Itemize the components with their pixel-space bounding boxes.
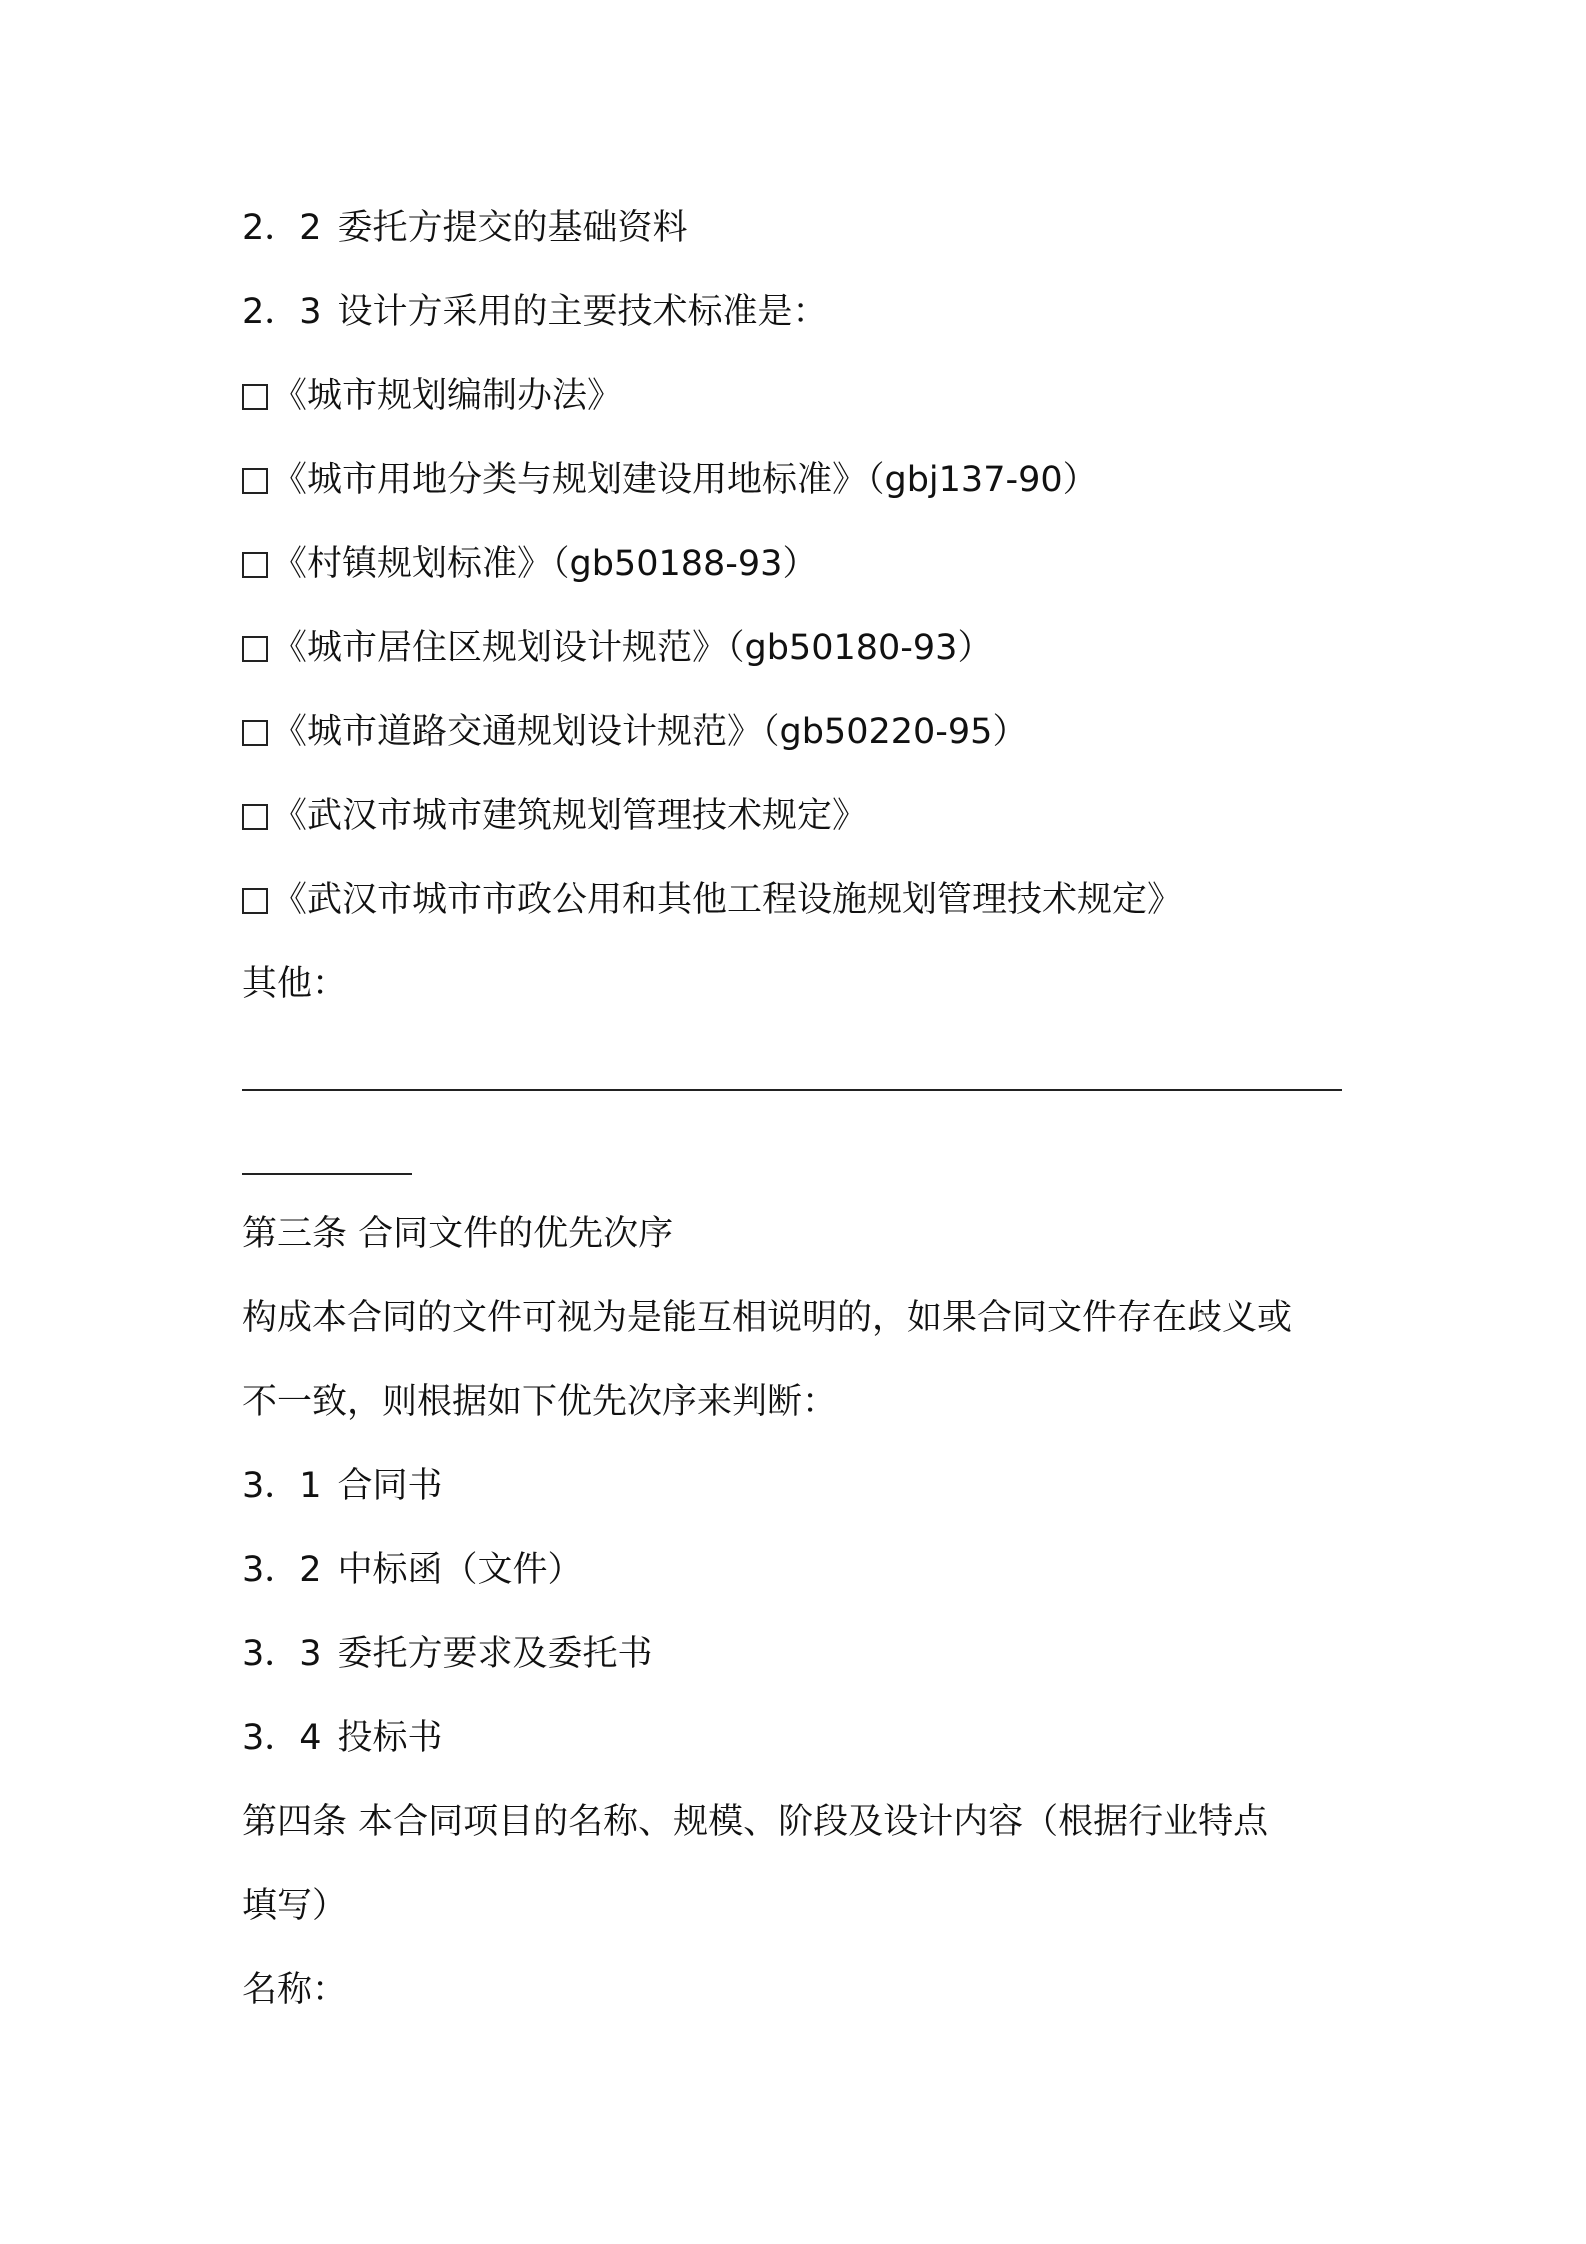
- standard-item-1: [242, 374, 622, 418]
- clause-number: 3．4: [242, 1718, 322, 1758]
- checkbox[interactable]: [242, 804, 268, 830]
- clause-3-3: [242, 1632, 653, 1676]
- clause-3-2: [242, 1548, 583, 1592]
- other-label: 其他：: [242, 964, 348, 1004]
- article-4-heading-line-1: 第四条 本合同项目的名称、规模、阶段及设计内容（根据行业特点: [242, 1802, 1269, 1842]
- article-3-heading: 第三条 合同文件的优先次序: [242, 1214, 674, 1254]
- article-3-paragraph-line-1: 构成本合同的文件可视为是能互相说明的，如果合同文件存在歧义或: [242, 1298, 1293, 1338]
- standard-item-7: [242, 878, 1182, 922]
- standard-item-4: [242, 626, 992, 670]
- clause-number: 3．1: [242, 1466, 322, 1506]
- standard-title: 《城市道路交通规划设计规范》（gb50220-95）: [272, 712, 1028, 752]
- clause-2-2: [242, 206, 688, 250]
- checkbox[interactable]: [242, 720, 268, 746]
- standard-title: 《武汉市城市市政公用和其他工程设施规划管理技术规定》: [272, 880, 1183, 920]
- clause-number: 2．2: [242, 208, 322, 248]
- checkbox[interactable]: [242, 384, 268, 410]
- standard-title: 《武汉市城市建筑规划管理技术规定》: [272, 796, 868, 836]
- fill-in-blank-line[interactable]: [242, 1089, 1342, 1091]
- clause-2-3: [242, 290, 828, 334]
- article-3-paragraph-line-2: 不一致，则根据如下优先次序来判断：: [242, 1382, 838, 1422]
- checkbox[interactable]: [242, 468, 268, 494]
- clause-number: 3．3: [242, 1634, 322, 1674]
- standard-title: 《城市规划编制办法》: [272, 376, 623, 416]
- clause-text: 合同书: [337, 1466, 443, 1506]
- clause-number: 2．3: [242, 292, 322, 332]
- standard-title: 《城市用地分类与规划建设用地标准》（gbj137-90）: [272, 460, 1098, 500]
- clause-3-4: [242, 1716, 443, 1760]
- standard-item-3: [242, 542, 817, 586]
- standard-item-5: [242, 710, 1027, 754]
- clause-text: 委托方要求及委托书: [337, 1634, 653, 1674]
- clause-number: 3．2: [242, 1550, 322, 1590]
- fill-in-blank-line-continued[interactable]: [242, 1173, 412, 1175]
- clause-3-1: [242, 1464, 443, 1508]
- checkbox[interactable]: [242, 552, 268, 578]
- clause-text: 委托方提交的基础资料: [337, 208, 688, 248]
- article-4-heading-line-2: 填写）: [242, 1886, 348, 1926]
- standard-item-2: [242, 458, 1098, 502]
- clause-text: 投标书: [337, 1718, 443, 1758]
- name-label: 名称：: [242, 1970, 348, 2010]
- checkbox[interactable]: [242, 636, 268, 662]
- standard-title: 《城市居住区规划设计规范》（gb50180-93）: [272, 628, 993, 668]
- clause-text: 设计方采用的主要技术标准是：: [337, 292, 828, 332]
- standard-item-6: [242, 794, 867, 838]
- checkbox[interactable]: [242, 888, 268, 914]
- standard-title: 《村镇规划标准》（gb50188-93）: [272, 544, 818, 584]
- clause-text: 中标函（文件）: [337, 1550, 583, 1590]
